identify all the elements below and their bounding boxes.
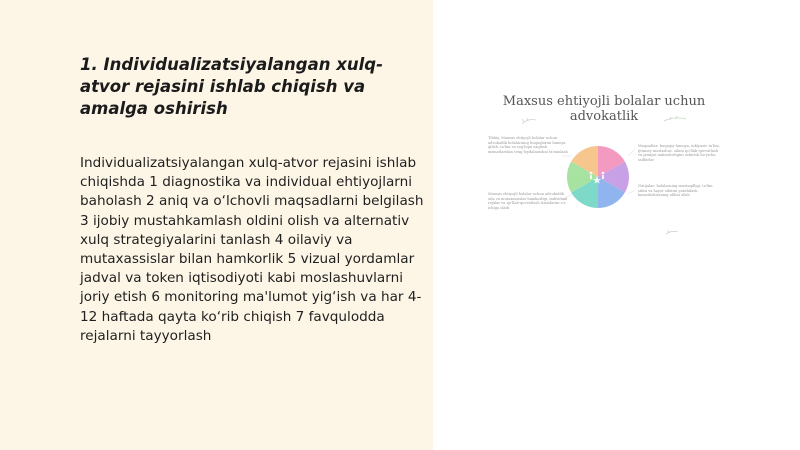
slide-body-text: Individualizatsiyalangan xulq-atvor rejasini ishlab chiqishda 1 diagnostika va individual ehtiyojlarni baholash 2 aniq va o‘lchovli maqsadlarni belgilash 3 ijobiy mustahkamlash oldini olish va alternativ xulq strategiyalarini tanlash 4 oilaviy va mutaxassislar bilan hamkorlik 5 vizual yordamlar jadval va token iqtisodiyoti kabi moslashuvlarni joriy etish 6 monitoring ma'lumot yig‘ish va har 4-12 haftada qayta ko‘rib chiqish 7 favqulodda rejalarni tayyorlash	[80, 155, 424, 344]
infographic-text-bottom-right: Natijalar: bolalarning mustaqilligi, ta'lim sifati va hayot sifatini yaxshilash, kamsitishlarning oldini olish	[638, 184, 713, 198]
leaf-decoration-top-right	[664, 116, 686, 121]
leaf-decoration-top-left	[522, 118, 536, 124]
center-pie	[567, 146, 629, 208]
infographic-graphic	[478, 94, 730, 254]
slide-heading: 1. Individualizatsiyalangan xulq-atvor rejasini ishlab chiqish va amalga oshirish	[80, 55, 383, 118]
advocacy-infographic	[478, 94, 730, 254]
infographic-text-top-left: Tibbiy, Maxsus ehtiyojli bolalar uchun advokatlik bolalarning huquqlarini himoya qilish, ta'lim va sog'liqni saqlash xizmatlaridan teng foydalanishni ta'minlash	[488, 136, 568, 154]
leaf-decoration-bottom-right	[666, 230, 678, 234]
infographic-title: Maxsus ehtiyojli bolalar uchun advokatlik	[502, 94, 706, 124]
infographic-text-bottom-left: Maxsus ehtiyojli bolalar uchun advokatlik oila va mutaxassislar hamkorligi, individual rejalar va qo'llab-quvvatlash tizimlarini o'z ichiga oladi	[488, 192, 568, 210]
infographic-text-top-right: Maqsadlar: huquqiy himoya, inklyuziv ta'lim, ijtimoiy moslashuv, oilani qo'llab-quvvatlash va jamiyat xabardorligini oshirish bo'yicha tadbirlar	[638, 144, 720, 162]
